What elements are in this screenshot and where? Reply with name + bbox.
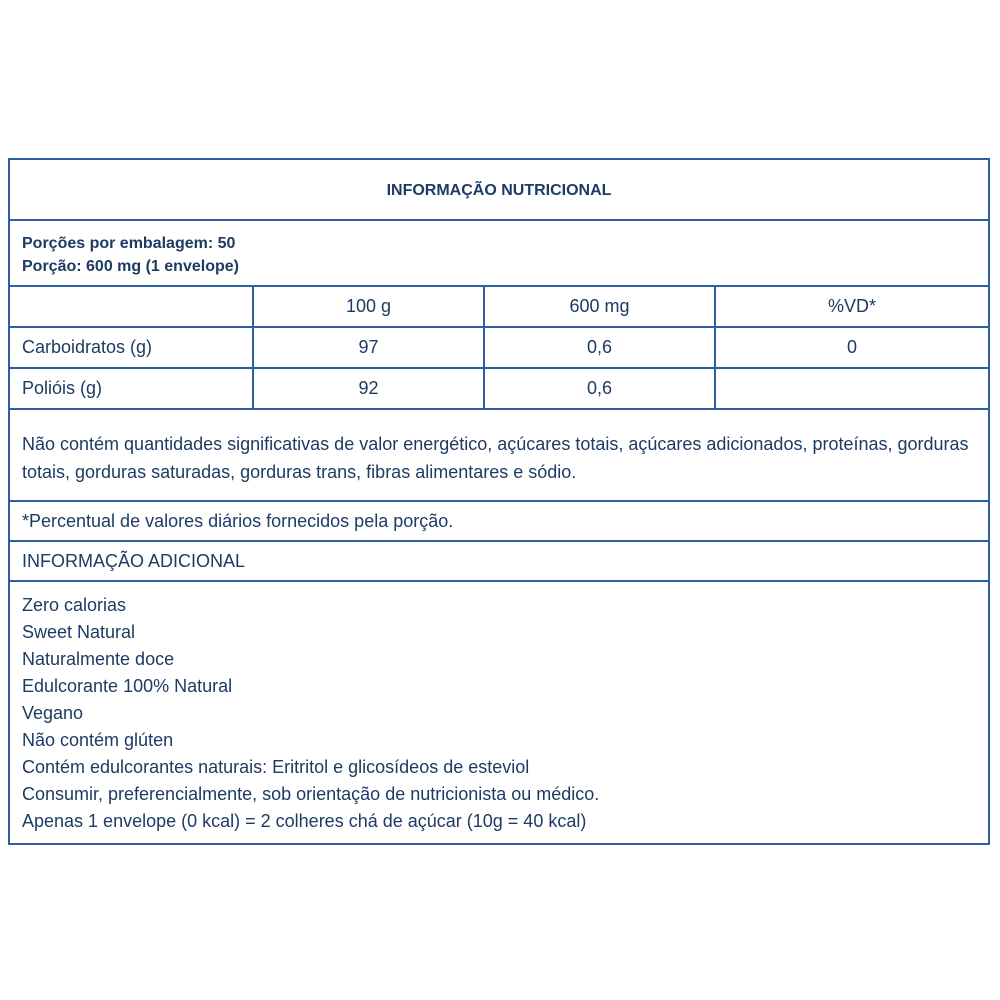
portions-per-package: Porções por embalagem: 50 (22, 235, 236, 252)
nutrition-label (8, 158, 990, 845)
insignificant-amounts-note: Não contém quantidades significativas de valor energético, açúcares totais, açúcares adicionados, proteínas, gorduras totais, gorduras saturadas, gorduras trans, fibras alimentares e sódio. (10, 410, 988, 502)
list-item: Edulcorante 100% Natural (22, 676, 233, 696)
table-header-row (10, 287, 988, 328)
header-portion: 600 mg (485, 287, 716, 326)
header-100g: 100 g (254, 287, 485, 326)
label-title: INFORMAÇÃO NUTRICIONAL (10, 160, 988, 221)
header-empty-cell (10, 287, 254, 326)
value-portion: 0,6 (485, 369, 716, 408)
table-row (10, 328, 988, 369)
nutrient-name: Polióis (g) (10, 369, 254, 408)
list-item: Consumir, preferencialmente, sob orientação de nutricionista ou médico. (22, 784, 600, 804)
value-portion: 0,6 (485, 328, 716, 367)
vd-footnote: *Percentual de valores diários fornecidos pela porção. (10, 502, 988, 542)
list-item: Zero calorias (22, 595, 127, 615)
portion-size: Porção: 600 mg (1 envelope) (22, 258, 239, 275)
value-vd: 0 (846, 337, 857, 357)
header-vd: %VD* (827, 296, 876, 316)
list-item: Contém edulcorantes naturais: Eritritol e glicosídeos de esteviol (22, 757, 530, 777)
nutrient-name: Carboidratos (g) (10, 328, 254, 367)
list-item: Vegano (22, 703, 84, 723)
list-item: Naturalmente doce (22, 649, 175, 669)
value-100g: 92 (254, 369, 485, 408)
portion-info (10, 221, 988, 287)
value-vd (716, 369, 988, 408)
table-row (10, 369, 988, 410)
additional-info-title: INFORMAÇÃO ADICIONAL (10, 542, 988, 582)
list-item: Apenas 1 envelope (0 kcal) = 2 colheres chá de açúcar (10g = 40 kcal) (22, 811, 587, 831)
additional-info-list (10, 582, 988, 843)
value-100g: 97 (254, 328, 485, 367)
list-item: Não contém glúten (22, 730, 174, 750)
list-item: Sweet Natural (22, 622, 136, 642)
